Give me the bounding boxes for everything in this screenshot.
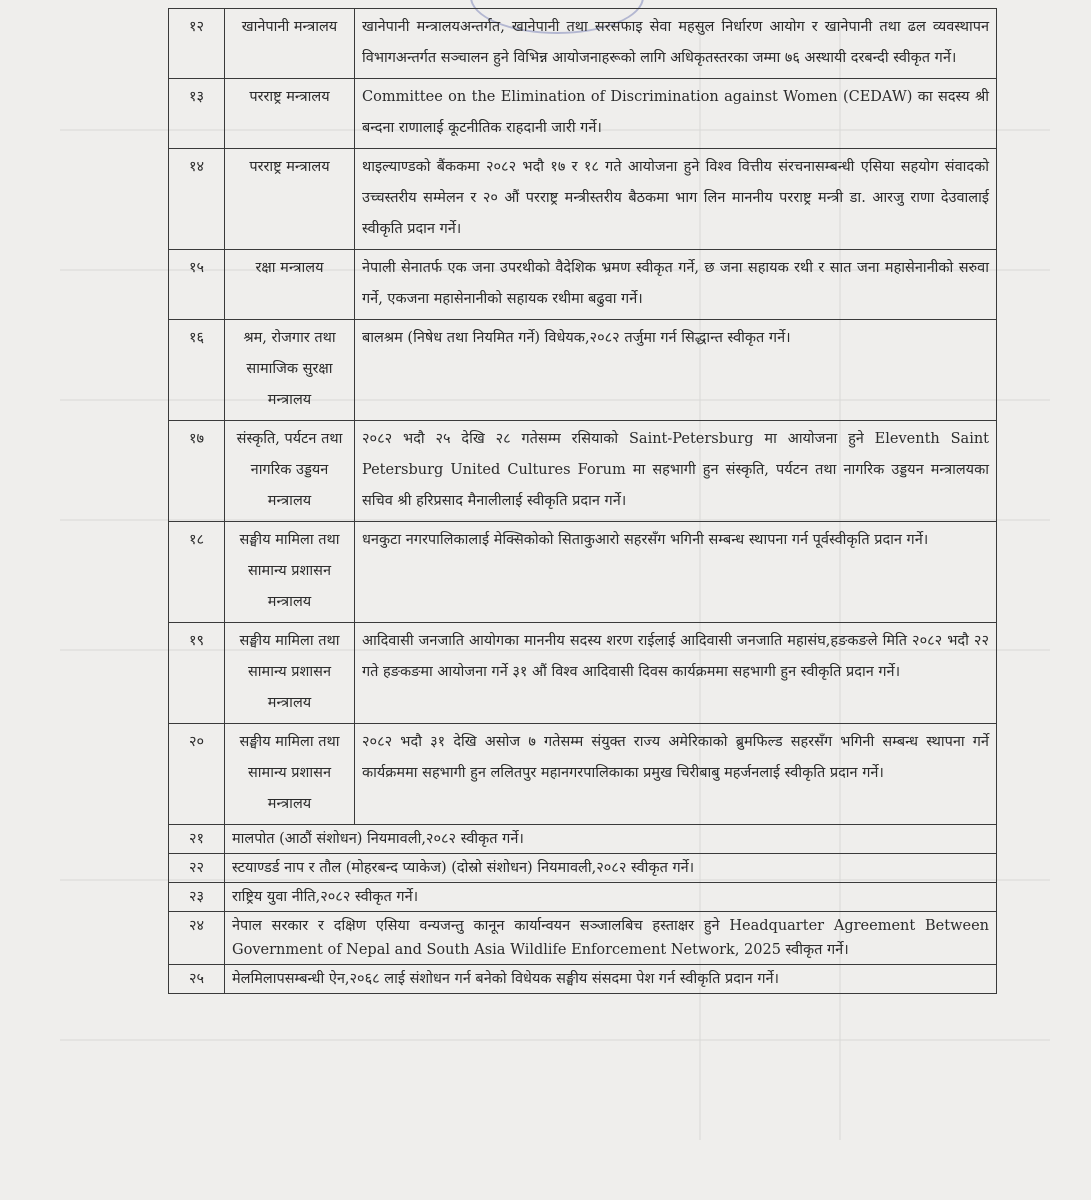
decision-cell: २०८२ भदौ २५ देखि २८ गतेसम्म रसियाको Saint-Petersburg मा आयोजना हुने Eleventh Saint Petersburg United Cultures Forum मा सहभागी हुन संस्कृति, पर्यटन तथा नागरिक उड्डयन मन्त्रालयका सचिव श्री हरिप्रसाद मैनालीलाई स्वीकृति प्रदान गर्ने। <box>355 421 997 522</box>
row-number: १५ <box>169 250 225 320</box>
decision-cell: थाइल्याण्डको बैंककमा २०८२ भदौ १७ र १८ गते आयोजना हुने विश्व वित्तीय संरचनासम्बन्धी एसिया सहयोग संवादको उच्चस्तरीय सम्मेलन र २० औं परराष्ट्र मन्त्रीस्तरीय बैठकमा भाग लिन माननीय परराष्ट्र मन्त्री डा. आरजु राणा देउवालाई स्वीकृति प्रदान गर्ने। <box>355 149 997 250</box>
row-number: १३ <box>169 79 225 149</box>
table-row <box>169 320 997 421</box>
ministry-cell: सङ्घीय मामिला तथा सामान्य प्रशासन मन्त्रालय <box>225 522 355 623</box>
decisions-table <box>168 8 997 994</box>
decision-cell: Committee on the Elimination of Discrimination against Women (CEDAW) का सदस्य श्री बन्दना राणालाई कूटनीतिक राहदानी जारी गर्ने। <box>355 79 997 149</box>
decision-cell: २०८२ भदौ ३१ देखि असोज ७ गतेसम्म संयुक्त राज्य अमेरिकाको ब्रुमफिल्ड सहरसँग भगिनी सम्बन्ध स्थापना गर्ने कार्यक्रममा सहभागी हुन ललितपुर महानगरपालिकाका प्रमुख चिरीबाबु महर्जनलाई स्वीकृति प्रदान गर्ने। <box>355 724 997 825</box>
ministry-cell: सङ्घीय मामिला तथा सामान्य प्रशासन मन्त्रालय <box>225 724 355 825</box>
row-number: १२ <box>169 9 225 79</box>
table-row <box>169 9 997 79</box>
decision-cell: आदिवासी जनजाति आयोगका माननीय सदस्य शरण राईलाई आदिवासी जनजाति महासंघ,हङकङले मिति २०८२ भदौ २२ गते हङकङमा आयोजना गर्ने ३१ औं विश्व आदिवासी दिवस कार्यक्रममा सहभागी हुन स्वीकृति प्रदान गर्ने। <box>355 623 997 724</box>
ministry-cell: रक्षा मन्त्रालय <box>225 250 355 320</box>
ministry-cell: परराष्ट्र मन्त्रालय <box>225 149 355 250</box>
row-number: १७ <box>169 421 225 522</box>
table-row <box>169 79 997 149</box>
row-number: १६ <box>169 320 225 421</box>
table-row <box>169 522 997 623</box>
table-row <box>169 421 997 522</box>
table-row <box>169 965 997 994</box>
table-row <box>169 883 997 912</box>
row-number: १९ <box>169 623 225 724</box>
decision-cell: बालश्रम (निषेध तथा नियमित गर्ने) विधेयक,२०८२ तर्जुमा गर्न सिद्धान्त स्वीकृत गर्ने। <box>355 320 997 421</box>
table-row <box>169 250 997 320</box>
row-number: २५ <box>169 965 225 994</box>
decision-cell: खानेपानी मन्त्रालयअन्तर्गत, खानेपानी तथा सरसफाइ सेवा महसुल निर्धारण आयोग र खानेपानी तथा ढल व्यवस्थापन विभागअन्तर्गत सञ्चालन हुने विभिन्न आयोजनाहरूको लागि अधिकृतस्तरका जम्मा ७६ अस्थायी दरबन्दी स्वीकृत गर्ने। <box>355 9 997 79</box>
decision-cell: धनकुटा नगरपालिकालाई मेक्सिकोको सिताकुआरो सहरसँग भगिनी सम्बन्ध स्थापना गर्न पूर्वस्वीकृति प्रदान गर्ने। <box>355 522 997 623</box>
decision-cell: मालपोत (आठौं संशोधन) नियमावली,२०८२ स्वीकृत गर्ने। <box>225 825 997 854</box>
row-number: १८ <box>169 522 225 623</box>
table-row <box>169 912 997 965</box>
row-number: २१ <box>169 825 225 854</box>
decision-cell: राष्ट्रिय युवा नीति,२०८२ स्वीकृत गर्ने। <box>225 883 997 912</box>
row-number: २२ <box>169 854 225 883</box>
decision-cell: मेलमिलापसम्बन्धी ऐन,२०६८ लाई संशोधन गर्न बनेको विधेयक सङ्घीय संसदमा पेश गर्न स्वीकृति प्रदान गर्ने। <box>225 965 997 994</box>
decision-cell: स्टयाण्डर्ड नाप र तौल (मोहरबन्द प्याकेज) (दोस्रो संशोधन) नियमावली,२०८२ स्वीकृत गर्ने। <box>225 854 997 883</box>
ministry-cell: श्रम, रोजगार तथा सामाजिक सुरक्षा मन्त्रालय <box>225 320 355 421</box>
table-row <box>169 149 997 250</box>
ministry-cell: सङ्घीय मामिला तथा सामान्य प्रशासन मन्त्रालय <box>225 623 355 724</box>
decision-cell: नेपाल सरकार र दक्षिण एसिया वन्यजन्तु कानून कार्यान्वयन सञ्जालबिच हस्ताक्षर हुने Headquarter Agreement Between Government of Nepal and South Asia Wildlife Enforcement Network, 2025 स्वीकृत गर्ने। <box>225 912 997 965</box>
decision-cell: नेपाली सेनातर्फ एक जना उपरथीको वैदेशिक भ्रमण स्वीकृत गर्ने, छ जना सहायक रथी र सात जना महासेनानीको सरुवा गर्ने, एकजना महासेनानीको सहायक रथीमा बढुवा गर्ने। <box>355 250 997 320</box>
table-row <box>169 854 997 883</box>
ministry-cell: खानेपानी मन्त्रालय <box>225 9 355 79</box>
ministry-cell: परराष्ट्र मन्त्रालय <box>225 79 355 149</box>
ministry-cell: संस्कृति, पर्यटन तथा नागरिक उड्डयन मन्त्रालय <box>225 421 355 522</box>
row-number: २३ <box>169 883 225 912</box>
row-number: १४ <box>169 149 225 250</box>
table-row <box>169 825 997 854</box>
table-row <box>169 623 997 724</box>
row-number: २० <box>169 724 225 825</box>
row-number: २४ <box>169 912 225 965</box>
table-row <box>169 724 997 825</box>
